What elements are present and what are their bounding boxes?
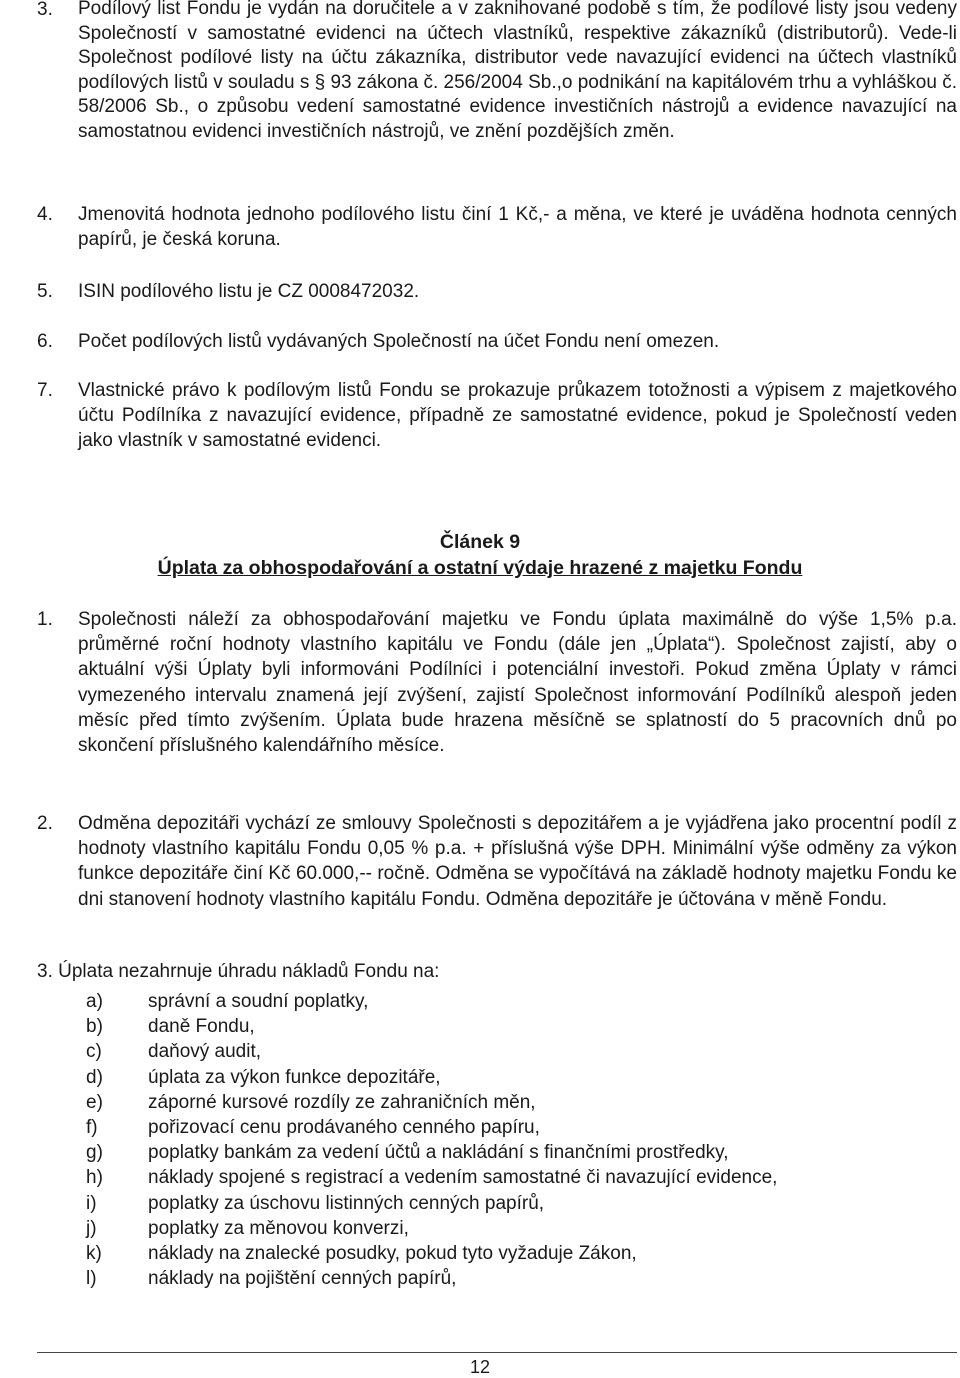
page-number: 12 [469, 1357, 491, 1377]
list-text: náklady na znalecké posudky, pokud tyto vyžaduje Zákon, [148, 1242, 637, 1264]
paragraph-3 [37, 0, 957, 144]
list-item [86, 1014, 777, 1039]
paragraph-text: Jmenovitá hodnota jednoho podílového listu činí 1 Kč,- a měna, ve které je uváděna hodnota cenných papírů, je česká koruna. [78, 204, 957, 251]
cost-list-intro: 3. Úplata nezahrnuje úhradu nákladů Fondu na: [37, 961, 440, 982]
article-title: Úplata za obhospodařování a ostatní výdaje hrazené z majetku Fondu [157, 557, 803, 579]
list-letter: j) [86, 1217, 97, 1239]
list-item [86, 1165, 777, 1190]
list-text: daně Fondu, [148, 1016, 255, 1038]
paragraph-text: ISIN podílového listu je CZ 0008472032. [78, 281, 420, 302]
paragraph-6 [37, 329, 957, 354]
list-text: správní a soudní poplatky, [148, 991, 369, 1012]
list-letter: h) [86, 1167, 103, 1189]
list-text: daňový audit, [148, 1041, 262, 1063]
list-letter: b) [86, 1016, 103, 1038]
list-text: pořizovací cenu prodávaného cenného papíru, [148, 1116, 540, 1138]
paragraph-number: 2. [37, 813, 53, 834]
paragraph-text: Odměna depozitáři vychází ze smlouvy Společnosti s depozitářem a je vyjádřena jako procentní podíl z hodnoty vlastního kapitálu Fondu 0,05 % p.a. + příslušná výše DPH. Minimální výše odměny za výkon funkce depozitáře činí Kč 60.000,-- ročně. Odměna se vypočítává na základě hodnoty majetku Fondu ke dni stanovení hodnoty vlastního kapitálu Fondu. Odměna depozitáře je účtována v měně Fondu. [78, 813, 957, 910]
list-letter: k) [86, 1242, 102, 1264]
list-text: poplatky za měnovou konverzi, [148, 1217, 409, 1239]
paragraph-number: 7. [37, 380, 53, 401]
list-item [86, 1090, 777, 1115]
paragraph-number: 3. [37, 0, 53, 20]
list-item [86, 989, 777, 1014]
list-text: náklady spojené s registrací a vedením samostatné či navazující evidence, [148, 1167, 778, 1189]
list-text: úplata za výkon funkce depozitáře, [148, 1066, 441, 1088]
footer-divider [37, 1352, 957, 1353]
list-letter: c) [86, 1041, 102, 1063]
list-letter: d) [86, 1066, 103, 1088]
paragraph-number: 4. [37, 204, 53, 225]
list-item [86, 1266, 777, 1291]
list-item [86, 1140, 777, 1165]
paragraph-4 [37, 202, 957, 252]
list-item [86, 1216, 777, 1241]
list-text: náklady na pojištění cenných papírů, [148, 1268, 457, 1290]
paragraph-7 [37, 378, 957, 454]
cost-list [86, 989, 777, 1291]
list-letter: a) [86, 991, 103, 1012]
article-heading: Článek 9 [439, 531, 521, 553]
paragraph-number: 5. [37, 281, 53, 302]
list-text: poplatky za úschovu listinných cenných papírů, [148, 1192, 545, 1214]
paragraph-number: 6. [37, 331, 53, 352]
paragraph-text: Podílový list Fondu je vydán na doručitele a v zaknihované podobě s tím, že podílové listy jsou vedeny Společností v samostatné evidenci na účtech vlastníků, respektive zákazníků (distributorů). Vede-li Společnost podílové listy na účtu zákazníka, distributor vede navazující evidenci na účtech vlastníků podílových listů v souladu s § 93 zákona č. 256/2004 Sb.,o podnikání na kapitálovém trhu a vyhláškou č. 58/2006 Sb., o způsobu vedení samostatné evidence investičních nástrojů a evidence navazující na samostatnou evidenci investičních nástrojů, ve znění pozdějších změn. [78, 0, 957, 142]
list-text: záporné kursové rozdíly ze zahraničních měn, [148, 1091, 536, 1113]
paragraph-text: Společnosti náleží za obhospodařování majetku ve Fondu úplata maximálně do výše 1,5% p.a. průměrné roční hodnoty vlastního kapitálu ve Fondu (dále jen „Úplata“). Společnost zajistí, aby o aktuální výši Úplaty byli informováni Podílníci i potenciální investoři. Pokud změna Úplaty v rámci vymezeného intervalu znamená její zvýšení, zajistí Společnost informování Podílníků alespoň jeden měsíc před tímto zvýšením. Úplata bude hrazena měsíčně se splatností do 5 pracovních dnů po skončení příslušného kalendářního měsíce. [78, 609, 957, 757]
list-letter: l) [86, 1268, 97, 1290]
paragraph-text: Počet podílových listů vydávaných Společností na účet Fondu není omezen. [78, 331, 720, 352]
list-letter: e) [86, 1091, 103, 1113]
list-item [86, 1241, 777, 1266]
article-paragraph-1 [37, 607, 957, 758]
list-text: poplatky bankám za vedení účtů a nakládání s finančními prostředky, [148, 1142, 729, 1164]
list-item [86, 1065, 777, 1090]
paragraph-text: Vlastnické právo k podílovým listů Fondu se prokazuje průkazem totožnosti a výpisem z majetkového účtu Podílníka z navazující evidence, případně ze samostatné evidence, pokud je Společností veden jako vlastník v samostatné evidenci. [78, 380, 957, 452]
list-letter: i) [86, 1192, 97, 1214]
list-letter: g) [86, 1142, 103, 1164]
list-letter: f) [86, 1116, 98, 1138]
list-item [86, 1039, 777, 1064]
list-item [86, 1115, 777, 1140]
paragraph-number: 1. [37, 609, 53, 630]
list-item [86, 1191, 777, 1216]
paragraph-5 [37, 279, 957, 304]
article-paragraph-2 [37, 811, 957, 912]
